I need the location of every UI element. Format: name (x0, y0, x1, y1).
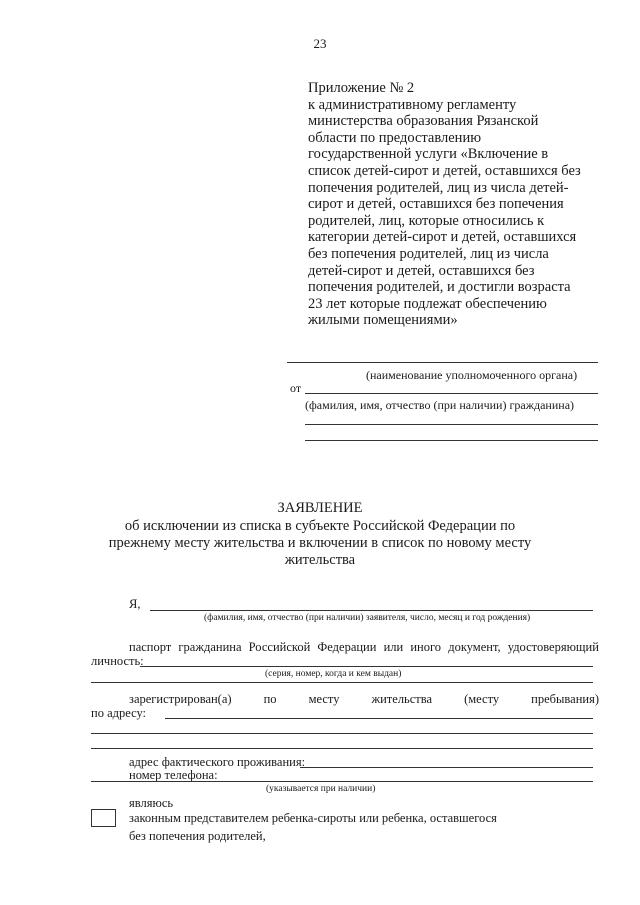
appendix-line: попечения родителей, и достигли возраста (308, 279, 571, 296)
passport-line2-label: личность: (91, 654, 144, 668)
phone-line (91, 781, 593, 782)
page-number: 23 (313, 36, 327, 51)
registered-address-extra-line (91, 733, 593, 734)
passport-data-line (140, 666, 593, 667)
phone-label: номер телефона: (129, 768, 218, 782)
organ-caption: (наименование уполномоченного органа) (366, 368, 578, 382)
appendix-line: 23 лет которые подлежат обеспечению (308, 295, 547, 312)
appendix-line: к административному регламенту (308, 96, 517, 113)
document-heading: ЗАЯВЛЕНИЕ (277, 500, 363, 516)
appendix-line: государственной услуги «Включение в (308, 146, 549, 163)
document-title-line: жительства (284, 552, 356, 568)
appendix-line: области по предоставлению (308, 129, 482, 146)
citizen-extra-line (305, 424, 598, 425)
registered-address-extra-line (91, 748, 593, 749)
from-label: от (290, 381, 302, 395)
appendix-line: сирот и детей, оставшихся без попечения (308, 196, 564, 213)
appendix-line: родителей, лиц, которые относились к (308, 212, 545, 229)
citizen-name-line (305, 393, 598, 394)
passport-extra-line (91, 682, 593, 683)
being-label: являюсь (129, 796, 174, 810)
appendix-line: список детей-сирот и детей, оставшихся без (308, 162, 581, 179)
appendix-line: без попечения родителей, лиц из числа (308, 245, 549, 262)
passport-caption: (серия, номер, когда и кем выдан) (265, 669, 402, 679)
citizen-extra-line (305, 440, 598, 441)
actual-address-label: адрес фактического проживания: (129, 755, 306, 769)
appendix-line: категории детей-сирот и детей, оставшихся (308, 229, 577, 246)
appendix-line: попечения родителей, лиц из числа детей- (308, 179, 569, 196)
phone-caption: (указывается при наличии) (266, 784, 376, 794)
option-text-line: без попечения родителей, (129, 829, 266, 843)
appendix-line: жилыми помещениями» (308, 312, 458, 329)
registered-address-label: по адресу: (91, 706, 147, 720)
appendix-line: детей-сирот и детей, оставшихся без (308, 262, 535, 279)
appendix-line: министерства образования Рязанской (308, 113, 539, 130)
registered-address-line (165, 718, 593, 719)
applicant-name-line (150, 610, 593, 611)
organ-name-line (287, 362, 598, 363)
passport-line: паспорт гражданина Российской Федерации или иного документ, удостоверяющий (129, 640, 599, 654)
applicant-caption: (фамилия, имя, отчество (при наличии) заявителя, число, месяц и год рождения) (204, 613, 531, 623)
applicant-i-label: Я, (129, 597, 141, 611)
document-title-line: об исключении из списка в субъекте Российской Федерации по (124, 518, 516, 534)
actual-address-line (300, 767, 593, 768)
appendix-block (308, 80, 608, 329)
appendix-line: Приложение № 2 (308, 80, 415, 96)
citizen-caption: (фамилия, имя, отчество (при наличии) гражданина) (305, 398, 575, 412)
registered-line: зарегистрирован(а) по месту жительства (месту пребывания) (129, 692, 599, 706)
option-text-line: законным представителем ребенка-сироты или ребенка, оставшегося (129, 811, 497, 825)
document-title-line: прежнему месту жительства и включении в список по новому месту (108, 535, 532, 551)
legal-representative-checkbox[interactable] (91, 809, 116, 827)
